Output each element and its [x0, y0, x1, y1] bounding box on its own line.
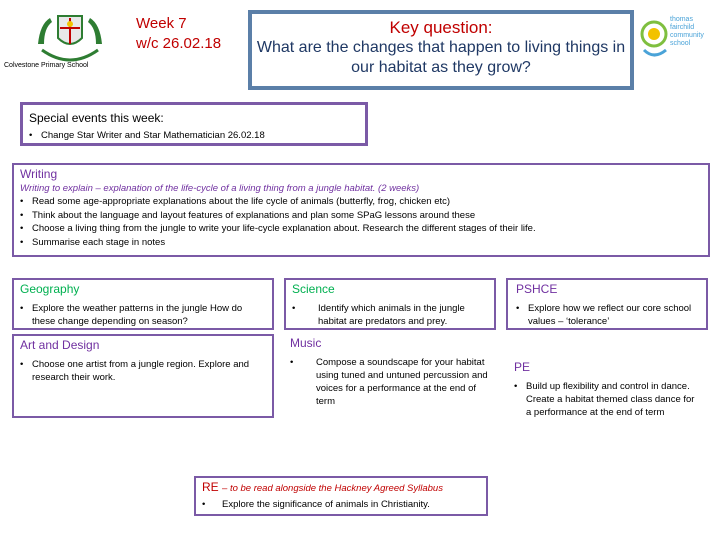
- key-question-title: Key question:: [389, 18, 493, 37]
- school-name: Colvestone Primary School: [4, 62, 89, 69]
- art-design-title: Art and Design: [20, 338, 100, 352]
- list-item: • Think about the language and layout features of explanations and plan some SPaG lessons around these: [20, 209, 702, 223]
- geography-list: [20, 302, 266, 328]
- pe-list: [514, 380, 700, 419]
- music-title: Music: [290, 336, 322, 350]
- re-title: [202, 480, 480, 494]
- pshce-title: PSHCE: [516, 282, 558, 296]
- science-box: [284, 278, 496, 330]
- special-events-title: Special events this week:: [29, 111, 164, 125]
- list-item: • Build up flexibility and control in dance. Create a habitat themed class dance for a performance at the end of term: [514, 380, 700, 419]
- list-item: • Compose a soundscape for your habitat using tuned and untuned percussion and voices for a performance at the end of term: [290, 356, 490, 408]
- writing-subtitle: Writing to explain – explanation of the life-cycle of a living thing from a jungle habitat. (2 weeks): [20, 183, 420, 194]
- pe-title: PE: [514, 360, 531, 374]
- pshce-list: [516, 302, 698, 328]
- re-note: – to be read alongside the Hackney Agreed Syllabus: [222, 483, 443, 494]
- week-number: Week 7: [136, 15, 187, 32]
- community-school-logo-text: thomas fairchild community school: [670, 16, 704, 47]
- key-question-box: [248, 10, 634, 90]
- pe-box: [506, 358, 708, 448]
- geography-title: Geography: [20, 282, 80, 296]
- writing-title: Writing: [20, 167, 58, 181]
- re-list: [202, 499, 480, 510]
- music-box: [284, 334, 496, 464]
- music-list: [290, 356, 490, 408]
- re-box: [194, 476, 488, 516]
- list-item: • Change Star Writer and Star Mathematician 26.02.18: [29, 130, 265, 141]
- geography-box: [12, 278, 274, 330]
- science-title: Science: [292, 282, 335, 296]
- special-events-list: [29, 130, 265, 141]
- key-question-text: What are the changes that happen to living things in our habitat as they grow?: [256, 39, 626, 76]
- week-label: [136, 14, 221, 54]
- list-item: • Explore how we reflect our core school values – ‘tolerance’: [516, 302, 698, 328]
- art-design-box: [12, 334, 274, 418]
- list-item: • Summarise each stage in notes: [20, 236, 702, 250]
- list-item: • Explore the weather patterns in the jungle How do these change depending on season?: [20, 302, 266, 328]
- writing-box: [12, 163, 710, 257]
- school-crest-logo: [30, 10, 110, 66]
- list-item: • Choose one artist from a jungle region. Explore and research their work.: [20, 358, 266, 384]
- week-date: w/c 26.02.18: [136, 35, 222, 52]
- writing-list: [20, 195, 702, 249]
- community-school-logo: [640, 10, 710, 70]
- science-list: [292, 302, 488, 328]
- list-item: • Explore the significance of animals in Christianity.: [202, 499, 480, 510]
- list-item: • Identify which animals in the jungle habitat are predators and prey.: [292, 302, 488, 328]
- re-title-text: RE: [202, 480, 219, 494]
- list-item: • Choose a living thing from the jungle to write your life-cycle explanation about. Research the different stages of their life.: [20, 222, 702, 236]
- special-events-box: [20, 102, 368, 146]
- pshce-box: [506, 278, 708, 330]
- art-design-list: [20, 358, 266, 384]
- list-item: • Read some age-appropriate explanations about the life cycle of animals (butterfly, frog, chicken etc): [20, 195, 702, 209]
